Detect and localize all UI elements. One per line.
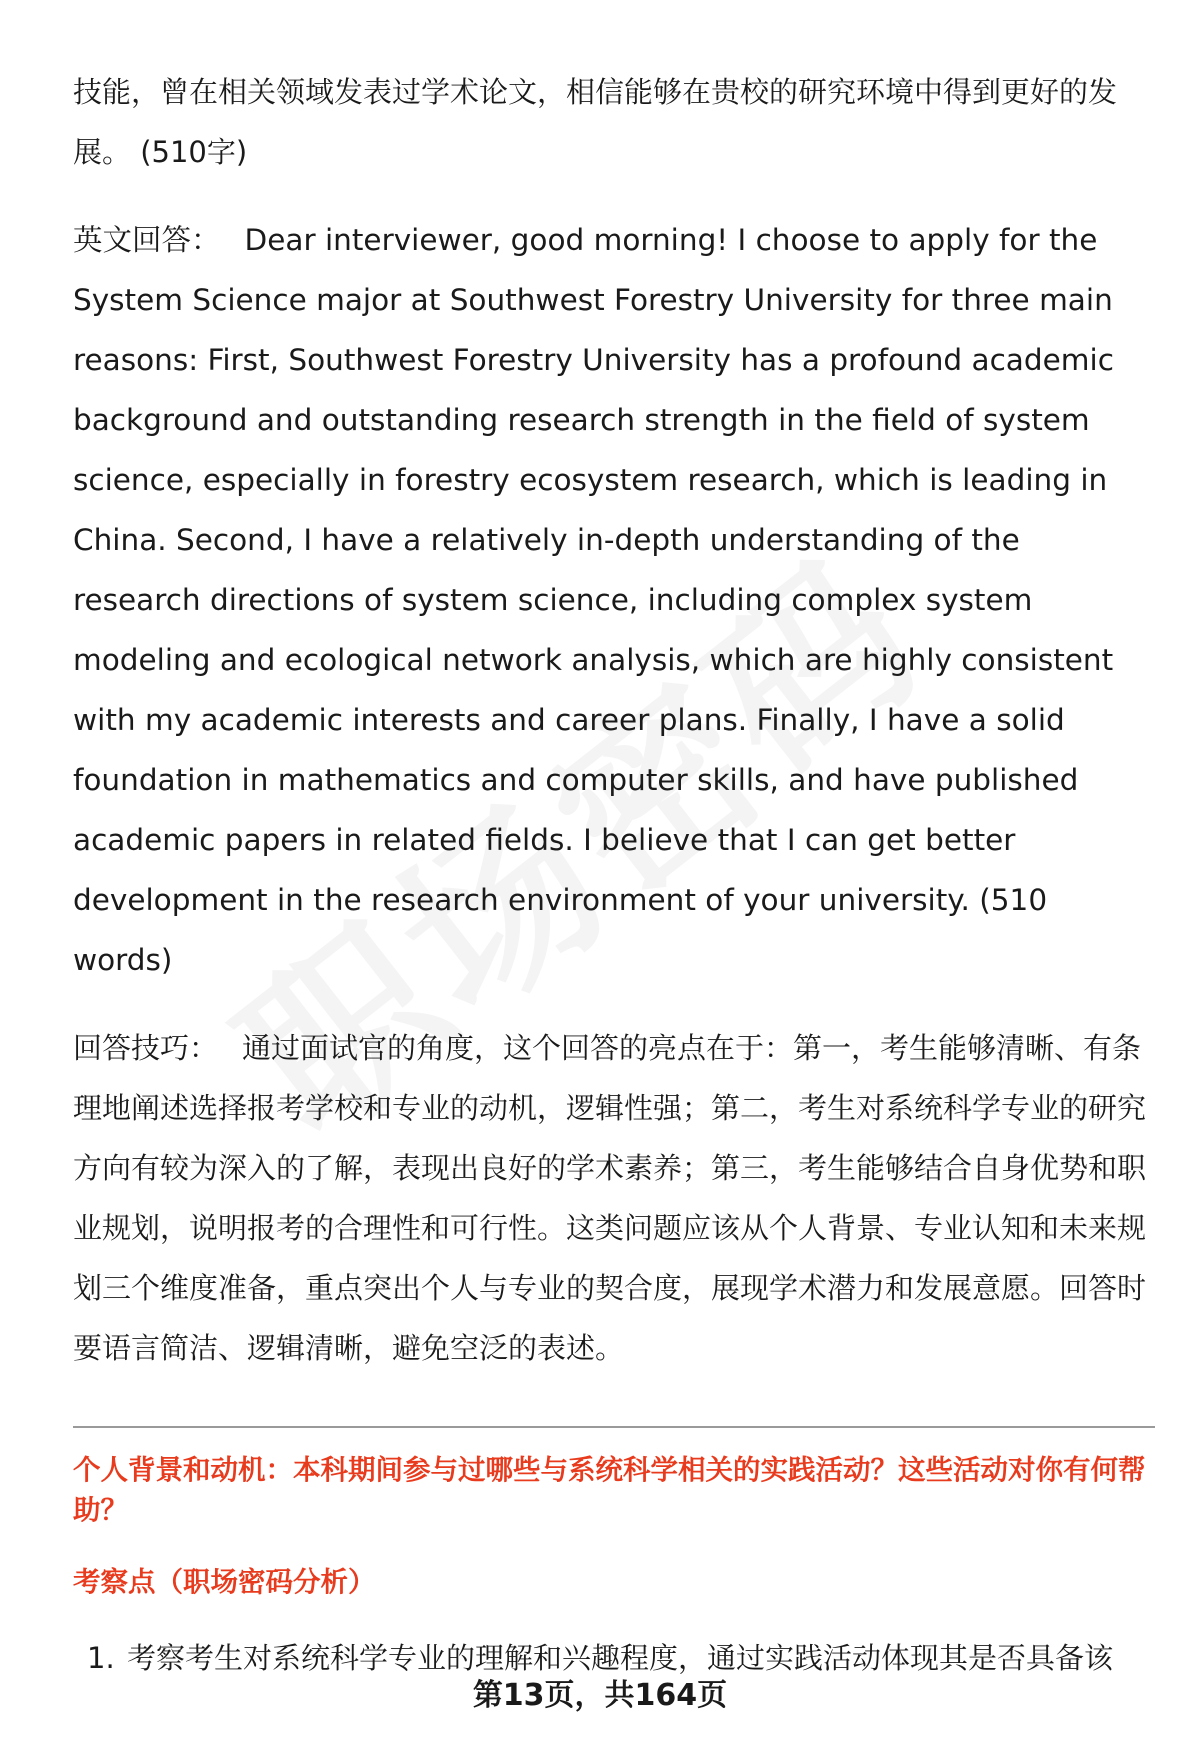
exam-points-title: 考察点（职场密码分析） [73, 1566, 376, 1598]
question-heading: 个人背景和动机：本科期间参与过哪些与系统科学相关的实践活动？这些活动对你有何帮助？ [73, 1454, 1146, 1526]
list-item-text: 考察考生对系统科学专业的理解和兴趣程度，通过实践活动体现其是否具备该 [127, 1641, 1114, 1675]
english-answer-text: Dear interviewer, good morning! I choose to apply for the System Science major at Southwest Forestry University for three main reasons: First, Southwest Forestry University has a profound academic background and outstanding research strength in the field of system science, especially in forestry ecosystem research, which is leading in China. Second, I have a relatively in-depth understanding of the research directions of system science, including complex system modeling and ecological network analysis, which are highly consistent with my academic interests and career plans. Finally, I have a solid foundation in mathematics and computer skills, and have published academic papers in related fields. I believe that I can get better development in the research environment of your university. (510 words) [73, 223, 1114, 977]
english-answer-paragraph [73, 210, 1155, 990]
answer-tips-paragraph [73, 1018, 1155, 1378]
section-divider [73, 1426, 1155, 1428]
english-answer-label: 英文回答： [73, 223, 221, 257]
document-page [73, 62, 1155, 1680]
continuation-text: 技能，曾在相关领域发表过学术论文，相信能够在贵校的研究环境中得到更好的发展。 (510字) [73, 75, 1118, 169]
answer-tips-text: 通过面试官的角度，这个回答的亮点在于：第一，考生能够清晰、有条理地阐述选择报考学校和专业的动机，逻辑性强；第二，考生对系统科学专业的研究方向有较为深入的了解，表现出良好的学术素养；第三，考生能够结合自身优势和职业规划，说明报考的合理性和可行性。这类问题应该从个人背景、专业认知和未来规划三个维度准备，重点突出个人与专业的契合度，展现学术潜力和发展意愿。回答时要语言简洁、逻辑清晰，避免空泛的表述。 [73, 1031, 1147, 1365]
page-number-footer: 第13页，共164页 [472, 1678, 728, 1713]
answer-tips-label: 回答技巧： [73, 1031, 219, 1065]
continuation-paragraph [73, 62, 1155, 182]
list-item-number: 1. [87, 1641, 115, 1675]
